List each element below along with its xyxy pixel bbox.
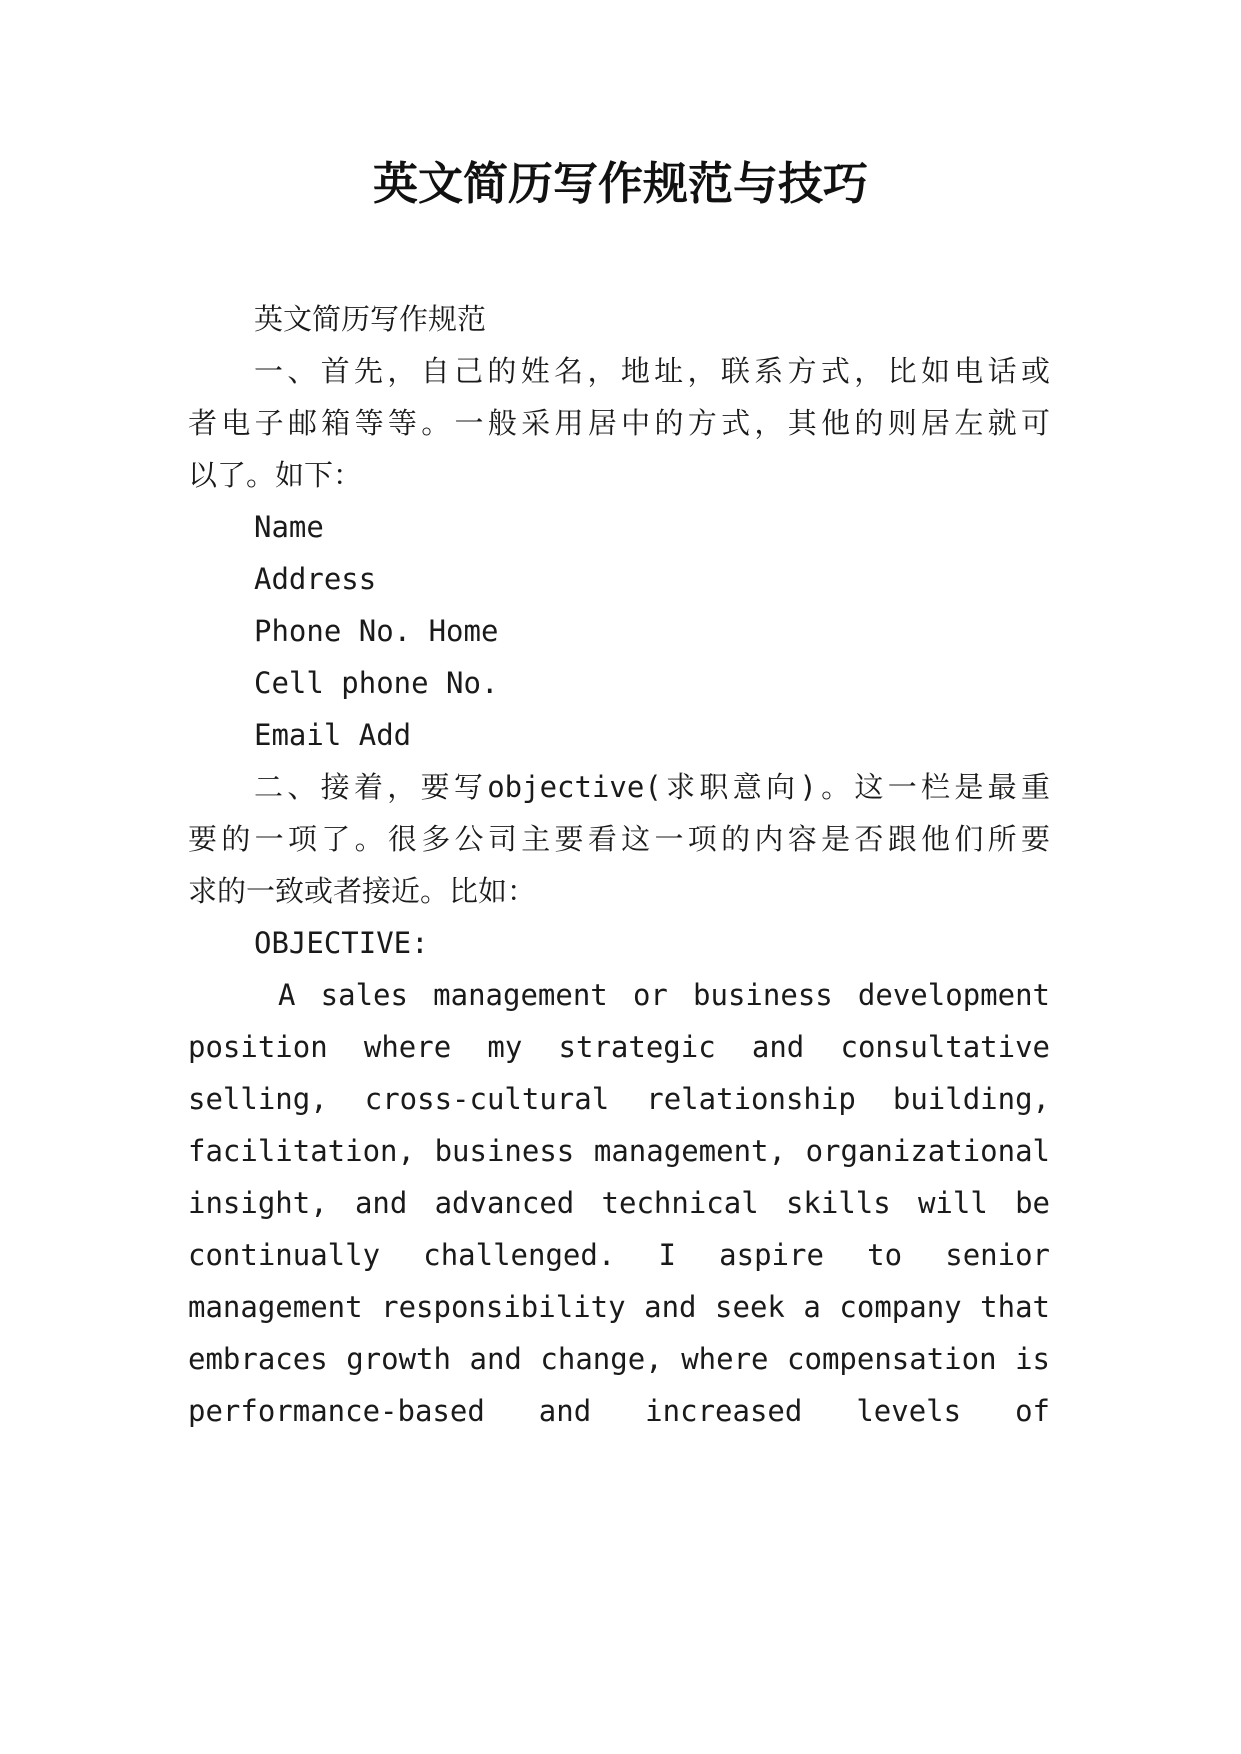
para1-line-2: 者电子邮箱等等。一般采用居中的方式，其他的则居左就可 bbox=[188, 406, 1050, 440]
para1-line-1: 一、首先，自己的姓名，地址，联系方式，比如电话或 bbox=[254, 354, 1050, 388]
contact-address: Address bbox=[254, 562, 377, 596]
objective-line-1: A sales management or business development bbox=[278, 978, 1050, 1012]
contact-phone-home: Phone No. Home bbox=[254, 614, 499, 648]
objective-line-4: facilitation, business management, organizational bbox=[188, 1134, 1050, 1168]
objective-line-7: management responsibility and seek a company that bbox=[188, 1290, 1050, 1324]
objective-label: OBJECTIVE: bbox=[254, 926, 429, 960]
contact-cell-phone: Cell phone No. bbox=[254, 666, 499, 700]
para2-line-3: 求的一致或者接近。比如： bbox=[188, 874, 537, 908]
contact-name: Name bbox=[254, 510, 324, 544]
objective-line-9: performance-based and increased levels of bbox=[188, 1394, 1050, 1428]
para2-line-2: 要的一项了。很多公司主要看这一项的内容是否跟他们所要 bbox=[188, 822, 1050, 856]
para2-line-1: 二、接着，要写objective(求职意向)。这一栏是最重 bbox=[254, 770, 1050, 804]
objective-line-5: insight, and advanced technical skills will be bbox=[188, 1186, 1050, 1220]
objective-line-6: continually challenged. I aspire to senior bbox=[188, 1238, 1050, 1272]
objective-line-2: position where my strategic and consultative bbox=[188, 1030, 1050, 1064]
document-title: 英文简历写作规范与技巧 bbox=[372, 157, 868, 210]
para1-line-3: 以了。如下： bbox=[188, 458, 363, 492]
section-heading: 英文简历写作规范 bbox=[254, 302, 487, 336]
contact-email: Email Add bbox=[254, 718, 412, 752]
objective-line-3: selling, cross-cultural relationship building, bbox=[188, 1082, 1050, 1116]
objective-line-8: embraces growth and change, where compensation is bbox=[188, 1342, 1050, 1376]
